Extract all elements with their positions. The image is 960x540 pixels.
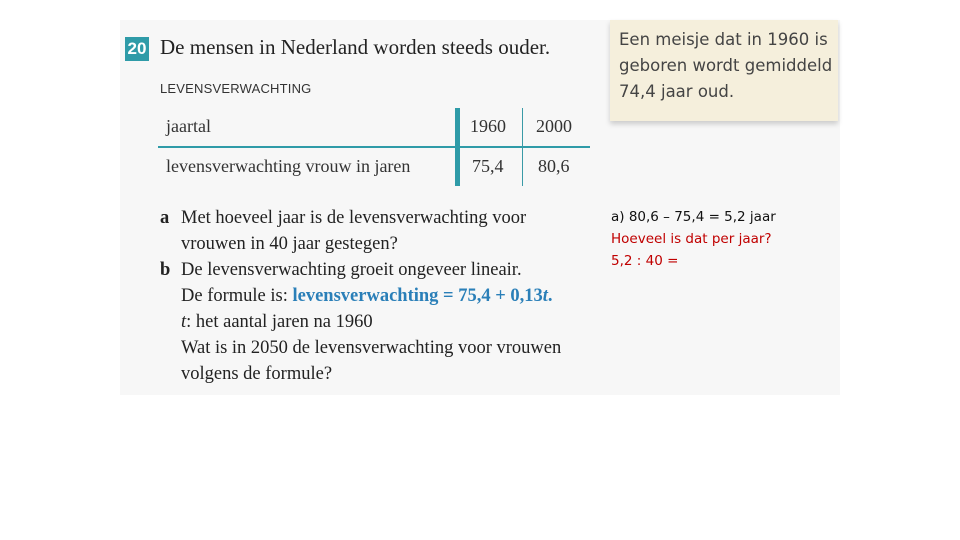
life-expectancy-table [158,108,590,186]
note-line: 74,4 jaar oud. [619,82,735,101]
question-text: De levensverwachting groeit ongeveer lineair. [181,260,522,280]
formula-variable: t [542,286,548,306]
table-cell: 2000 [536,116,572,136]
formula-body: levensverwachting = 75,4 + 0,13 [292,286,543,306]
answer-notes [611,206,776,272]
sticky-note [610,20,838,121]
question-text: volgens de formule? [181,364,333,384]
question-text: Wat is in 2050 de levensverwachting voor vrouwen [181,338,562,358]
table-cell: 80,6 [538,156,570,176]
variable-definition [181,309,373,335]
table-label: LEVENSVERWACHTING [160,81,312,96]
formula [293,286,553,306]
formula-line [181,283,553,309]
table-cell: 75,4 [472,156,504,176]
table-cell: 1960 [470,116,506,136]
note-line: Een meisje dat in 1960 is [619,30,828,49]
question-text: vrouwen in 40 jaar gestegen? [181,234,398,254]
answer-question: Hoeveel is dat per jaar? [611,231,772,247]
answer-calculation: 5,2 : 40 = [611,253,679,269]
variable-description: : het aantal jaren na 1960 [186,312,373,332]
answer-line: a) 80,6 – 75,4 = 5,2 jaar [611,209,776,225]
formula-prefix: De formule is: [181,286,293,306]
table-column-divider [522,108,523,186]
exercise-number-badge: 20 [125,37,149,61]
formula-end: . [547,286,553,306]
table-header-divider [455,108,460,186]
question-letter: a [160,208,170,228]
variable-name: t [181,312,187,332]
table-row-divider [158,146,590,148]
exercise-title: De mensen in Nederland worden steeds ouder. [160,35,551,59]
question-text: Met hoeveel jaar is de levensverwachting voor [181,208,527,228]
table-row-label: jaartal [166,116,211,136]
note-line: geboren wordt gemiddeld [619,56,833,75]
table-row-label: levensverwachting vrouw in jaren [166,156,411,176]
question-letter: b [160,260,171,280]
